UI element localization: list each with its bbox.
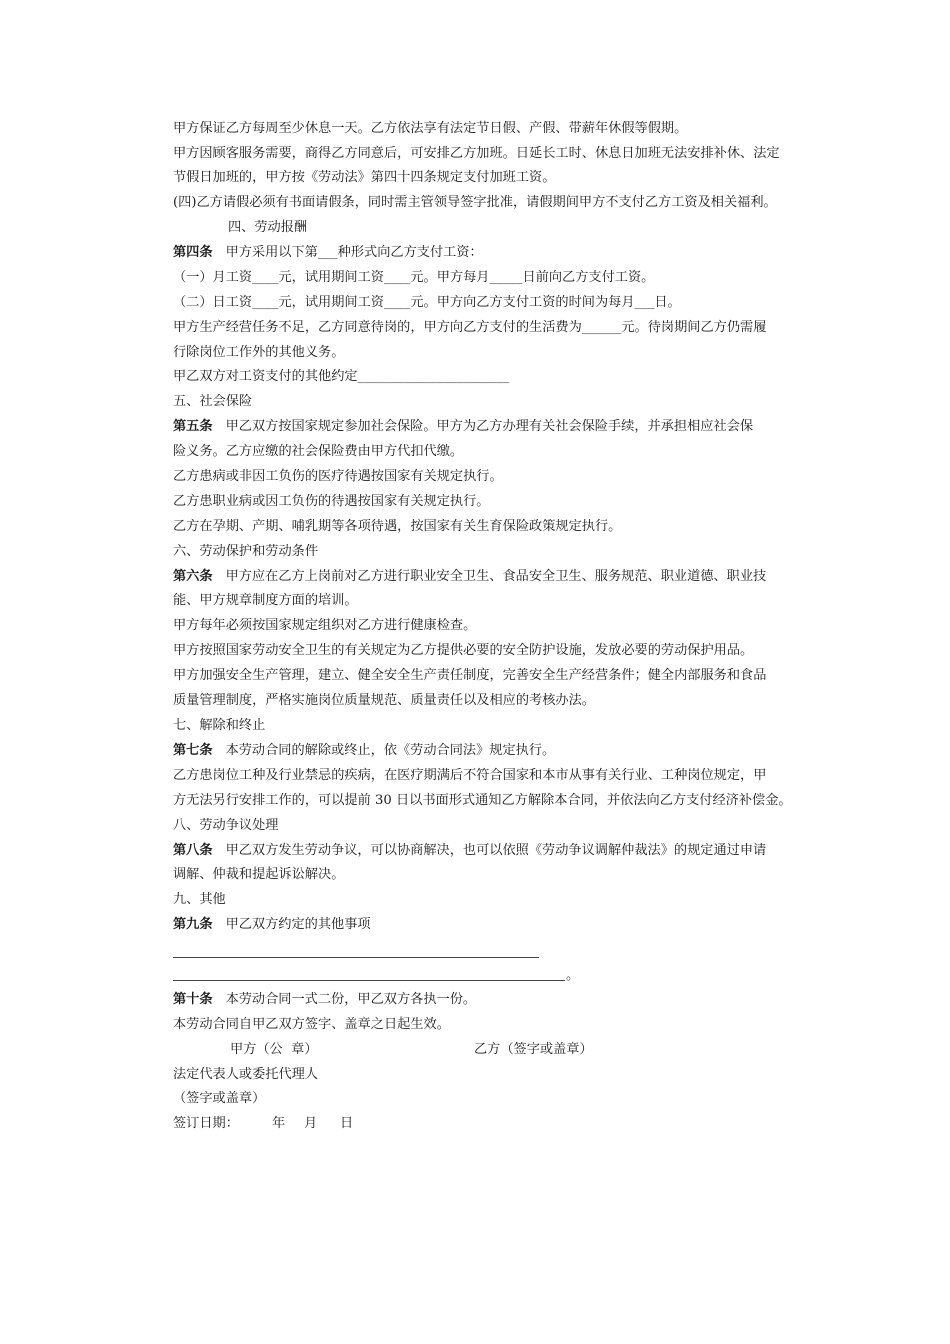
article-6-line2: 能、甲方规章制度方面的培训。 [173,593,358,608]
safety-management-line1: 甲方加强安全生产管理，建立、健全安全生产责任制度，完善安全生产经营条件；健全内部服务和食品 [173,668,767,683]
overtime-clause-line1: 甲方因顾客服务需要，商得乙方同意后，可安排乙方加班。日延长工时、休息日加班无法安排补休、法定 [173,146,780,161]
party-a-seal-label: 甲方（公 章） [230,1042,318,1057]
occupational-injury-clause: 乙方患职业病或因工负伤的待遇按国家有关规定执行。 [173,494,490,509]
party-b-signature-label: 乙方（签字或盖章） [474,1042,593,1057]
article-5-title: 第五条 [173,419,213,434]
blank-line-1 [173,957,539,958]
article-8-line2: 调解、仲裁和提起诉讼解决。 [173,867,345,882]
signing-date-month: 月 [304,1116,318,1131]
article-4-title: 第四条 [173,245,213,260]
leave-clause: (四)乙方请假必须有书面请假条，同时需主管领导签字批准，请假期间甲方不支付乙方工资及相关福利。 [173,195,777,210]
legal-representative-label: 法定代表人或委托代理人 [173,1067,319,1082]
article-9-title: 第九条 [173,917,213,932]
signing-date-year: 年 [272,1116,286,1131]
signing-date-day: 日 [340,1116,354,1131]
blank-line-end-mark: 。 [566,968,580,983]
section-heading-termination: 七、解除和终止 [173,718,266,733]
signing-date-label: 签订日期： [173,1116,239,1131]
standby-pay-line2: 行除岗位工作外的其他义务。 [173,345,345,360]
section-heading-other: 九、其他 [173,892,226,907]
daily-wage-option: （二）日工资____元，试用期间工资____元。甲方向乙方支付工资的时间为每月___日。 [173,295,681,310]
article-6 [173,568,766,586]
safety-management-line2: 质量管理制度，严格实施岗位质量规范、质量责任以及相应的考核办法。 [173,693,595,708]
article-8 [173,842,766,860]
article-10-title: 第十条 [173,992,213,1007]
article-7 [173,742,555,760]
signature-or-seal-label: （签字或盖章） [173,1091,266,1106]
other-wage-agreement: 甲乙双方对工资支付的其他约定_______________________ [173,369,510,384]
rest-day-clause: 甲方保证乙方每周至少休息一天。乙方依法享有法定节日假、产假、带薪年休假等假期。 [173,121,688,136]
article-6-text: 甲方应在乙方上岗前对乙方进行职业安全卫生、食品安全卫生、服务规范、职业道德、职业技 [225,569,767,584]
article-10-text: 本劳动合同一式二份，甲乙双方各执一份。 [225,992,477,1007]
article-7-title: 第七条 [173,743,213,758]
article-7-text: 本劳动合同的解除或终止，依《劳动合同法》规定执行。 [225,743,556,758]
section-heading-dispute: 八、劳动争议处理 [173,818,279,833]
section-heading-labor-protection: 六、劳动保护和劳动条件 [173,544,319,559]
article-4-text: 甲方采用以下第___种形式向乙方支付工资： [225,245,483,260]
article-9-text: 甲乙双方约定的其他事项 [225,917,371,932]
article-8-text: 甲乙双方发生劳动争议，可以协商解决，也可以依照《劳动争议调解仲裁法》的规定通过申请 [225,843,767,858]
blank-line-2 [173,980,565,981]
section-heading-remuneration: 四、劳动报酬 [228,220,308,235]
article-5-line2: 险义务。乙方应缴的社会保险费由甲方代扣代缴。 [173,444,464,459]
article-8-title: 第八条 [173,843,213,858]
maternity-clause: 乙方在孕期、产期、哺乳期等各项待遇，按国家有关生育保险政策规定执行。 [173,519,622,534]
article-6-title: 第六条 [173,569,213,584]
section-heading-social-insurance: 五、社会保险 [173,394,253,409]
article-4 [173,244,483,262]
monthly-wage-option: （一）月工资____元，试用期间工资____元。甲方每月_____日前向乙方支付工资。 [173,270,655,285]
safety-equipment-clause: 甲方按照国家劳动安全卫生的有关规定为乙方提供必要的安全防护设施，发放必要的劳动保护用品。 [173,643,754,658]
standby-pay-line1: 甲方生产经营任务不足，乙方同意待岗的，甲方向乙方支付的生活费为______元。待岗期间乙方仍需履 [173,320,767,335]
effective-date-clause: 本劳动合同自甲乙双方签字、盖章之日起生效。 [173,1017,450,1032]
overtime-clause-line2: 节假日加班的，甲方按《劳动法》第四十四条规定支付加班工资。 [173,170,556,185]
health-check-clause: 甲方每年必须按国家规定组织对乙方进行健康检查。 [173,618,477,633]
disease-termination-line1: 乙方患岗位工种及行业禁忌的疾病，在医疗期满后不符合国家和本市从事有关行业、工种岗位规定，甲 [173,768,767,783]
illness-treatment-clause: 乙方患病或非因工负伤的医疗待遇按国家有关规定执行。 [173,469,503,484]
disease-termination-line2: 方无法另行安排工作的，可以提前 30 日以书面形式通知乙方解除本合同，并依法向乙方支付经济补偿金。 [173,793,792,808]
article-5 [173,418,753,436]
article-10 [173,991,476,1009]
article-5-text: 甲乙双方按国家规定参加社会保险。甲方为乙方办理有关社会保险手续，并承担相应社会保 [225,419,754,434]
article-9 [173,916,371,934]
